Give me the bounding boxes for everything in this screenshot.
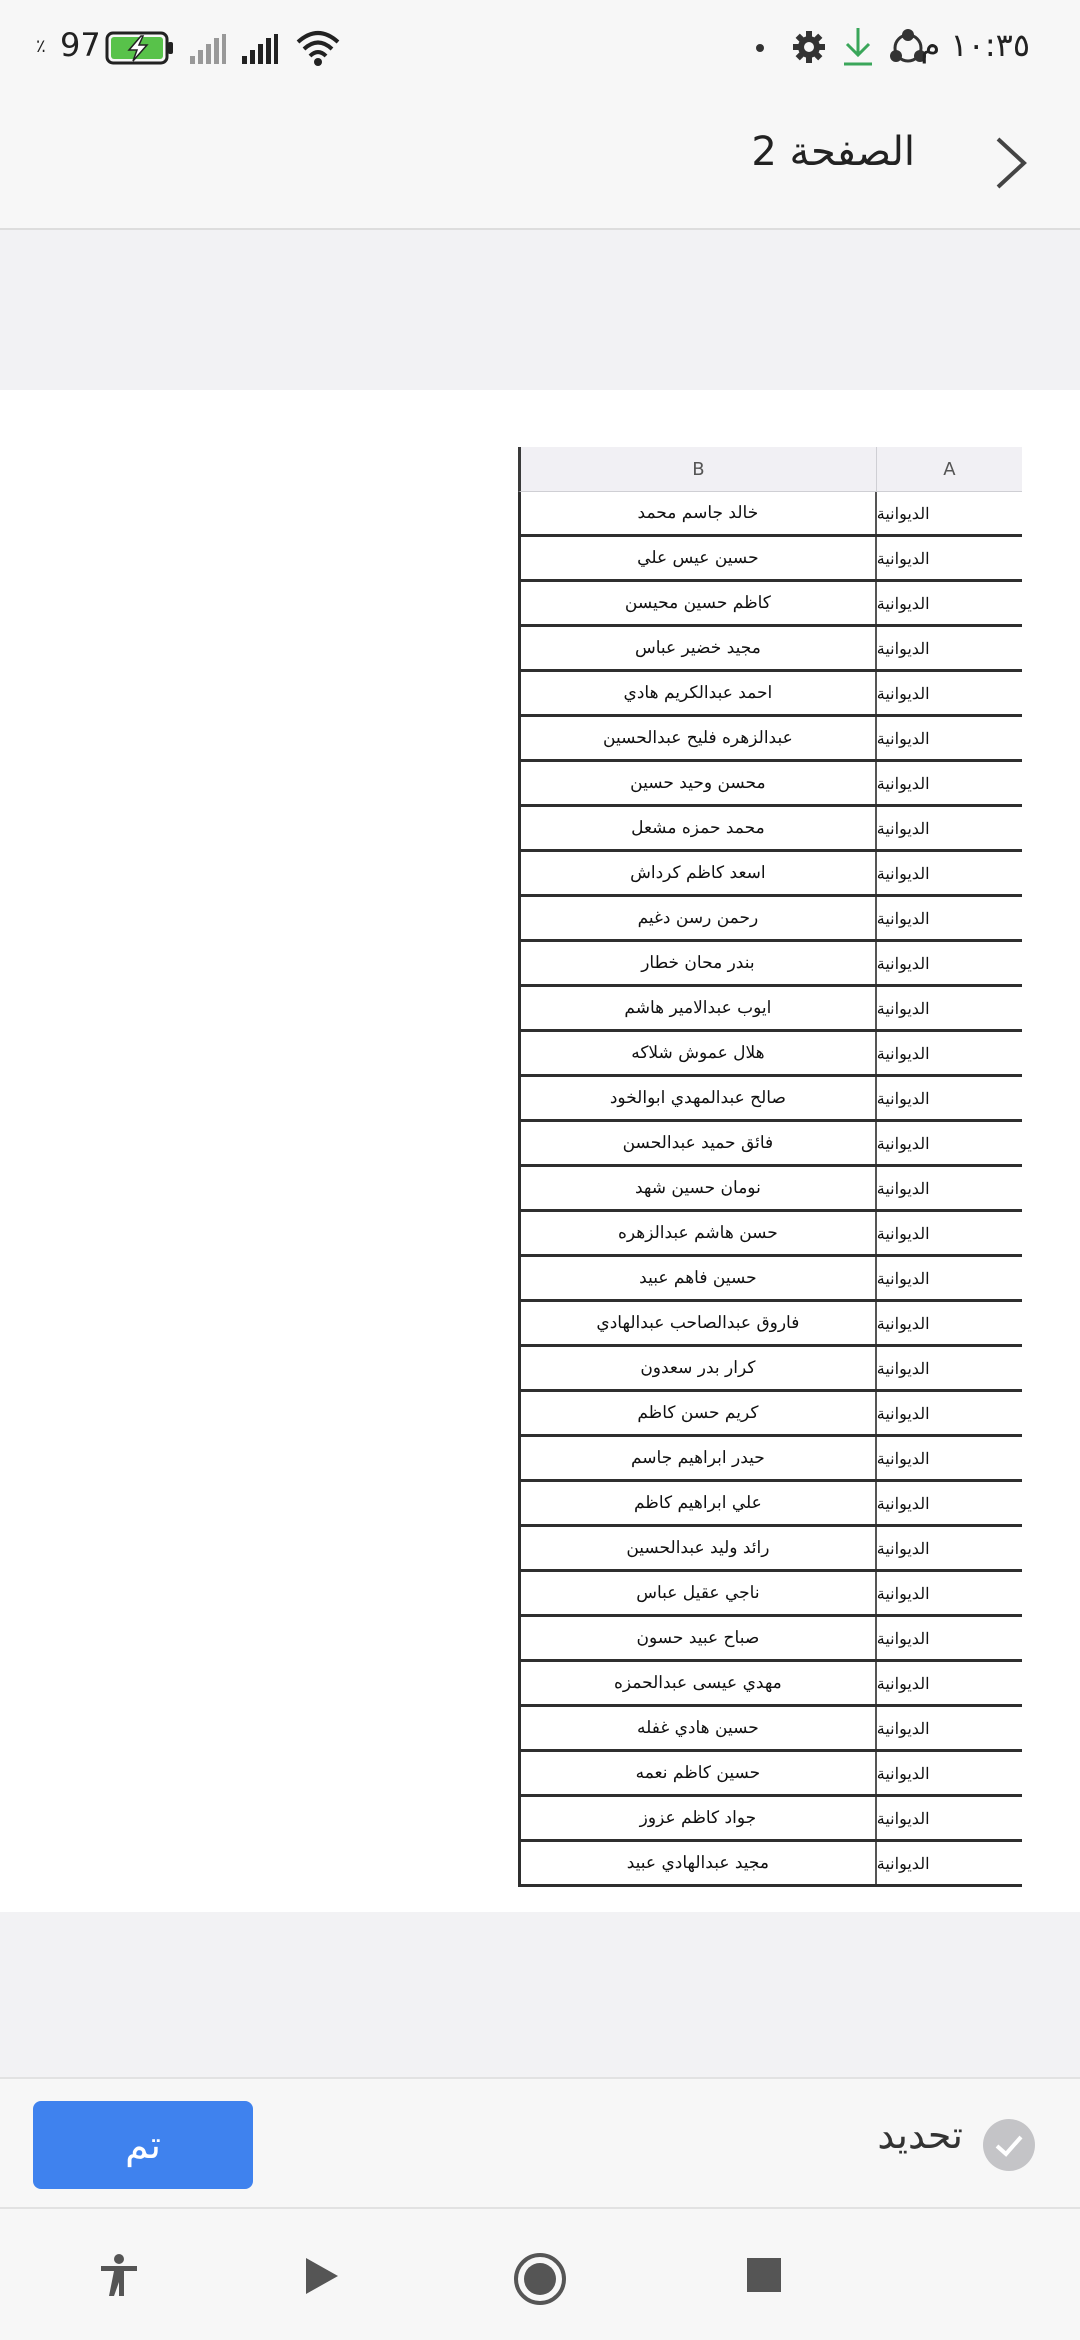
cell-name: حسين فاهم عبيد	[521, 1257, 877, 1299]
select-checkbox[interactable]	[983, 2119, 1035, 2171]
select-label[interactable]: تحديد	[877, 2113, 963, 2157]
action-bar	[0, 2077, 1080, 2209]
check-icon	[983, 2119, 1035, 2171]
table-row	[518, 1122, 1022, 1167]
page-gap	[0, 230, 1080, 390]
gear-icon	[790, 28, 828, 66]
table-row	[518, 1347, 1022, 1392]
cell-city: الديوانية	[876, 953, 930, 973]
table-row	[518, 762, 1022, 807]
cell-city: الديوانية	[876, 1403, 930, 1423]
cell-name: حسين عيس علي	[521, 537, 877, 579]
column-header-row	[518, 447, 1022, 492]
table-row	[518, 492, 1022, 537]
cell-name: صباح عبيد حسون	[521, 1617, 877, 1659]
cell-name: ايوب عبدالامير هاشم	[521, 987, 877, 1029]
app-header	[0, 95, 1080, 230]
table-row	[518, 627, 1022, 672]
cell-city: الديوانية	[876, 683, 930, 703]
cell-name: بندر محان خطار	[521, 942, 877, 984]
table-row	[518, 582, 1022, 627]
cell-city: الديوانية	[876, 1583, 930, 1603]
cell-city: الديوانية	[876, 1673, 930, 1693]
table-row	[518, 717, 1022, 762]
cell-city: الديوانية	[876, 1313, 930, 1333]
cell-city: الديوانية	[876, 1718, 930, 1738]
table-row	[518, 897, 1022, 942]
cell-city: الديوانية	[876, 1493, 930, 1513]
cell-name: رائد وليد عبدالحسين	[521, 1527, 877, 1569]
table-row	[518, 1302, 1022, 1347]
record-icon[interactable]	[512, 2251, 568, 2307]
table-row	[518, 1032, 1022, 1077]
wifi-icon	[295, 28, 341, 68]
cell-city: الديوانية	[876, 818, 930, 838]
cell-city: الديوانية	[876, 728, 930, 748]
page-title: الصفحة 2	[751, 129, 915, 175]
cell-city: الديوانية	[876, 1223, 930, 1243]
cell-city: الديوانية	[876, 863, 930, 883]
cell-city: الديوانية	[876, 1448, 930, 1468]
table-row	[518, 942, 1022, 987]
percent-sign: ٪	[36, 36, 46, 57]
table-row	[518, 672, 1022, 717]
cell-city: الديوانية	[876, 773, 930, 793]
table-row	[518, 1257, 1022, 1302]
cell-name: صالح عبدالمهدي ابوالخود	[521, 1077, 877, 1119]
cell-city: الديوانية	[876, 1133, 930, 1153]
cell-name: فائق حميد عبدالحسن	[521, 1122, 877, 1164]
cell-city: الديوانية	[876, 1043, 930, 1063]
cell-name: حسين كاظم نعمه	[521, 1752, 877, 1794]
cell-city: الديوانية	[876, 998, 930, 1018]
status-bar	[0, 0, 1080, 95]
cell-name: جواد كاظم عزوز	[521, 1797, 877, 1839]
cell-city: الديوانية	[876, 1853, 930, 1873]
cell-city: الديوانية	[876, 1088, 930, 1108]
table-row	[518, 1077, 1022, 1122]
cell-city: الديوانية	[876, 548, 930, 568]
cell-city: الديوانية	[876, 1178, 930, 1198]
cell-name: اسعد كاظم كرداش	[521, 852, 877, 894]
sheet-rows	[518, 492, 1022, 1887]
column-header-a: A	[943, 458, 956, 480]
cell-name: هلال عموش شلاكه	[521, 1032, 877, 1074]
cell-city: الديوانية	[876, 593, 930, 613]
cell-name: حسن هاشم عبدالزهره	[521, 1212, 877, 1254]
play-icon[interactable]	[304, 2256, 340, 2296]
table-row	[518, 1167, 1022, 1212]
cell-city: الديوانية	[876, 1808, 930, 1828]
page-gap-bottom	[0, 1912, 1080, 2077]
cell-name: محسن وحيد حسين	[521, 762, 877, 804]
cell-city: الديوانية	[876, 1763, 930, 1783]
cell-city: الديوانية	[876, 1538, 930, 1558]
table-row	[518, 1572, 1022, 1617]
signal-icon-2	[240, 32, 280, 66]
table-row	[518, 1797, 1022, 1842]
download-icon	[840, 26, 876, 68]
dot-icon	[756, 44, 764, 52]
table-row	[518, 1482, 1022, 1527]
cell-name: كرار بدر سعدون	[521, 1347, 877, 1389]
table-row	[518, 1842, 1022, 1887]
table-row	[518, 537, 1022, 582]
cell-name: عبدالزهره فليح عبدالحسين	[521, 717, 877, 759]
cell-name: علي ابراهيم كاظم	[521, 1482, 877, 1524]
signal-icon	[188, 32, 228, 66]
cell-name: مجيد عبدالهادي عبيد	[521, 1842, 877, 1884]
table-row	[518, 807, 1022, 852]
cell-name: مجيد خضير عباس	[521, 627, 877, 669]
table-row	[518, 1707, 1022, 1752]
cell-city: الديوانية	[876, 908, 930, 928]
table-row	[518, 1392, 1022, 1437]
cell-name: رحمن رسن دغيم	[521, 897, 877, 939]
cell-city: الديوانية	[876, 1628, 930, 1648]
table-row	[518, 852, 1022, 897]
cell-city: الديوانية	[876, 638, 930, 658]
cell-name: حسين هادي غفله	[521, 1707, 877, 1749]
cell-name: محمد حمزه مشعل	[521, 807, 877, 849]
cell-name: كريم حسن كاظم	[521, 1392, 877, 1434]
done-button[interactable]: تم	[33, 2101, 253, 2189]
table-row	[518, 1752, 1022, 1797]
cell-name: خالد جاسم محمد	[521, 492, 877, 534]
column-header-b: B	[521, 447, 877, 491]
stop-icon[interactable]	[746, 2257, 782, 2293]
cell-name: احمد عبدالكريم هادي	[521, 672, 877, 714]
cell-city: الديوانية	[876, 1268, 930, 1288]
table-row	[518, 1617, 1022, 1662]
table-row	[518, 1527, 1022, 1572]
table-row	[518, 1662, 1022, 1707]
battery-charging-icon	[105, 30, 175, 66]
cell-name: حيدر ابراهيم جاسم	[521, 1437, 877, 1479]
accessibility-icon[interactable]	[98, 2254, 140, 2298]
cell-name: فاروق عبدالصاحب عبدالهادي	[521, 1302, 877, 1344]
spreadsheet	[518, 447, 1022, 1887]
cell-name: مهدي عيسى عبدالحمزه	[521, 1662, 877, 1704]
cell-name: نومان حسين شهد	[521, 1167, 877, 1209]
cell-city: الديوانية	[876, 503, 930, 523]
table-row	[518, 1212, 1022, 1257]
cell-city: الديوانية	[876, 1358, 930, 1378]
cell-name: ناجي عقيل عباس	[521, 1572, 877, 1614]
battery-percent: 97	[60, 26, 101, 64]
navigation-bar	[0, 2209, 1080, 2340]
cell-name: كاظم حسين محيسن	[521, 582, 877, 624]
chevron-right-icon[interactable]	[988, 133, 1034, 193]
clock: ١٠:٣٥ م	[920, 26, 1030, 64]
table-row	[518, 987, 1022, 1032]
table-row	[518, 1437, 1022, 1482]
